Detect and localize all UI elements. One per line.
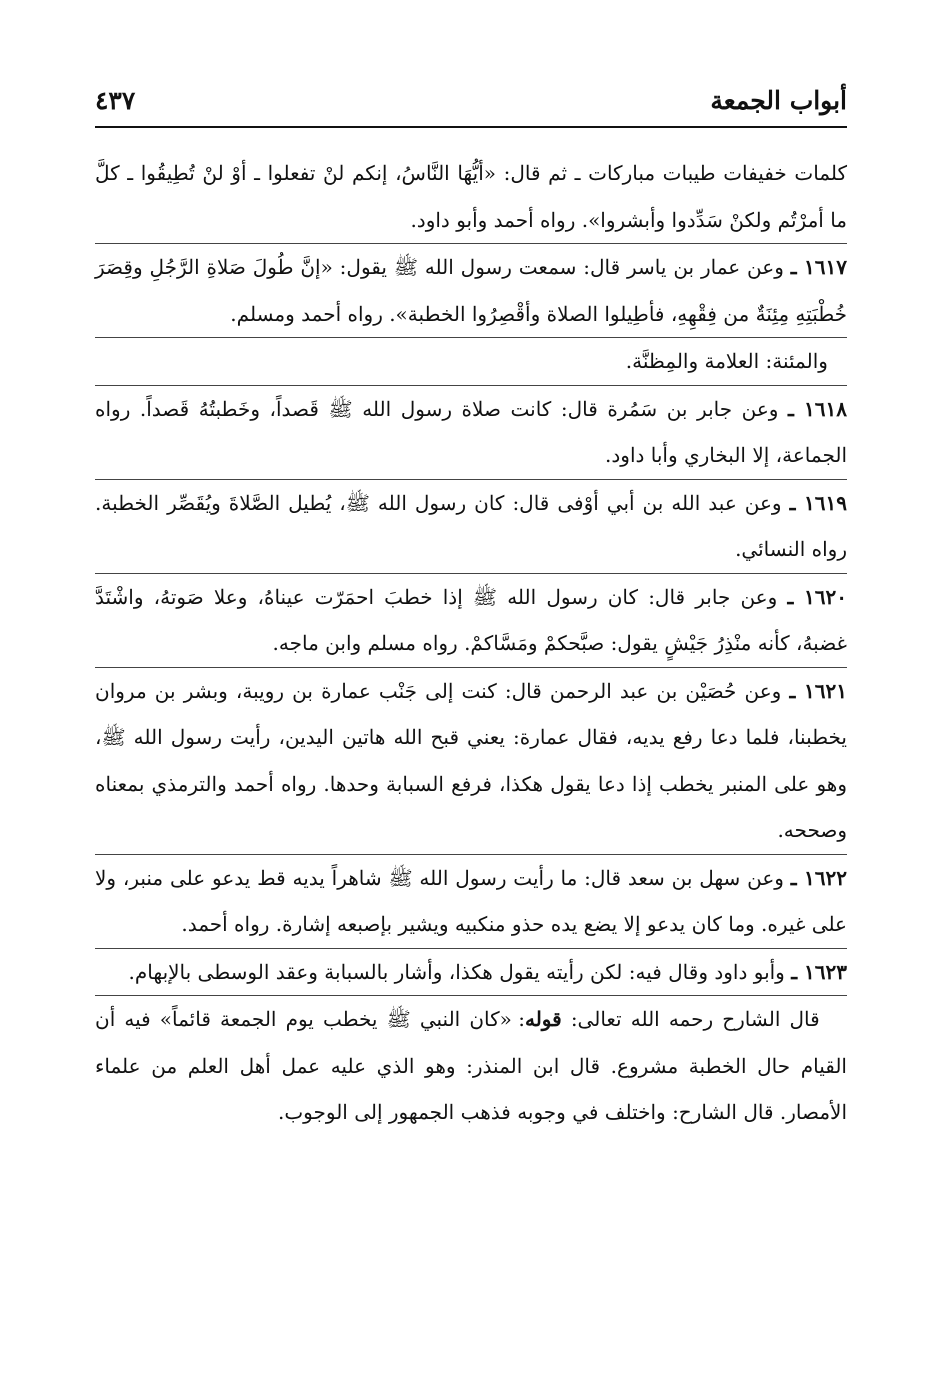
page-header — [95, 80, 847, 124]
paragraph-text: وعن عبد الله بن أبي أوْفى قال: كان رسول الله ﷺ، يُطيل الصَّلاةَ ويُقَصِّر الخطبة. رواه النسائي. — [95, 490, 847, 561]
paragraph-text: وعن سهل بن سعد قال: ما رأيت رسول الله ﷺ شاهراً يديه قط يدعو على منبر، ولا على غيره. وما كان يدعو إلا يضع يده حذو منكبيه ويشير بإصبعه إشارة. رواه أحمد. — [95, 865, 847, 936]
paragraph-text: وأبو داود وقال فيه: لكن رأيته يقول هكذا، وأشار بالسبابة وعقد الوسطى بالإبهام. — [128, 959, 785, 984]
commentary-lead: قال الشارح رحمه الله تعالى: — [570, 1007, 820, 1031]
definition-note — [95, 338, 847, 385]
page-number: ٤٣٧ — [95, 86, 136, 115]
header-rule — [95, 126, 847, 128]
hadith-1619 — [95, 480, 847, 573]
paragraph-continuation — [95, 150, 847, 243]
hadith-1621 — [95, 668, 847, 854]
hadith-number: ١٦٢٢ ـ — [790, 865, 848, 890]
page-body — [95, 150, 847, 1136]
paragraph-text: كلمات خفيفات طيبات مباركات ـ ثم قال: «أيُّهَا النَّاسُ، إنكم لنْ تفعلوا ـ أوْ لنْ تُطِيقُوا ـ كلَّ ما أمرْتُم ولكنْ سَدِّدوا وأبشروا». رواه أحمد وأبو داود. — [95, 161, 847, 232]
book-page — [95, 80, 847, 1340]
hadith-1623 — [95, 949, 847, 996]
paragraph-text: وعن عمار بن ياسر قال: سمعت رسول الله ﷺ يقول: «إنَّ طُولَ صَلاةِ الرَّجُلِ وقِصَرَ خُطْبَتِهِ مِئِنَةٌ من فِقْهِهِ، فأطِيلوا الصلاة وأقْصِرُوا الخطبة». رواه أحمد ومسلم. — [95, 255, 847, 326]
hadith-number: ١٦١٧ ـ — [790, 255, 848, 279]
paragraph-text: والمئنة: العلامة والمِظنَّة. — [625, 349, 828, 373]
hadith-1622 — [95, 855, 847, 948]
hadith-number: ١٦١٩ ـ — [789, 490, 848, 515]
commentary — [95, 996, 847, 1136]
commentary-keyword: قوله — [524, 1007, 562, 1031]
chapter-title: أبواب الجمعة — [710, 86, 847, 115]
hadith-number: ١٦١٨ ـ — [788, 396, 847, 421]
paragraph-text: وعن حُصَيْن بن عبد الرحمن قال: كنت إلى جَنْب عمارة بن رويبة، وبشر بن مروان يخطبنا، فلما دعا رفع يديه، فقال عمارة: يعني قبح الله هاتين اليدين، رأيت رسول الله ﷺ، وهو على المنبر يخطب إذا دعا يقول هكذا، فرفع السبابة وحدها. رواه أحمد والترمذي بمعناه وصححه. — [95, 678, 847, 842]
hadith-number: ١٦٢٠ ـ — [787, 584, 848, 609]
hadith-1618 — [95, 386, 847, 479]
hadith-1620 — [95, 574, 847, 667]
hadith-number: ١٦٢٣ ـ — [791, 959, 847, 984]
commentary-text: : «كان النبي ﷺ يخطب يوم الجمعة قائماً» فيه أن القيام حال الخطبة مشروع. قال ابن المنذر: وهو الذي عليه عمل أهل العلم من علماء الأمصار. قال الشارح: واختلف في وجوبه فذهب الجمهور إلى الوجوب. — [95, 1007, 847, 1124]
hadith-number: ١٦٢١ ـ — [789, 678, 848, 703]
paragraph-text: وعن جابر قال: كان رسول الله ﷺ إذا خطبَ احمَرّت عيناهُ، وعلا صَوتهُ، واشْتَدَّ غضبهُ، كأنه منْذِرُ جَيْشٍ يقول: صبَّحكمْ ومَسَّاكمْ. رواه مسلم وابن ماجه. — [95, 584, 847, 655]
hadith-1617 — [95, 244, 847, 337]
paragraph-text: وعن جابر بن سَمُرة قال: كانت صلاة رسول الله ﷺ قَصداً، وخَطبتُهُ قَصداً. رواه الجماعة، إلا البخاري وأبا داود. — [95, 396, 847, 467]
